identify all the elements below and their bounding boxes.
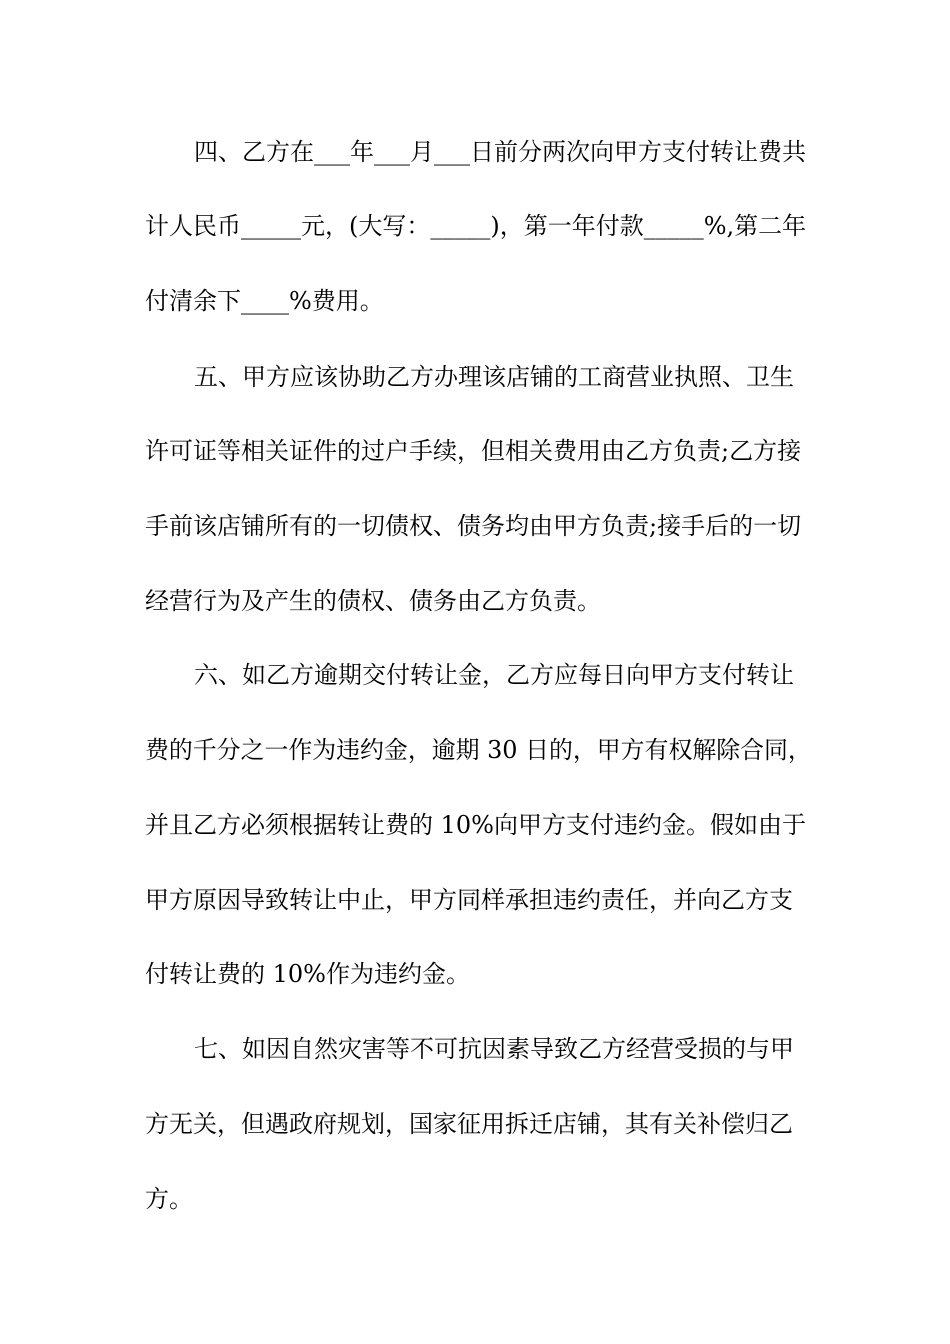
clause-5-line-4: 经营行为及产生的债权、债务由乙方负责。 xyxy=(145,587,601,615)
clause-5-line-2: 许可证等相关证件的过户手续，但相关费用由乙方负责;乙方接 xyxy=(145,437,802,465)
clause-4-line-3: 付清余下____%费用。 xyxy=(145,287,384,315)
clause-4-line-1: 四、乙方在___年___月___日前分两次向甲方支付转让费共 xyxy=(194,138,806,166)
clause-7-line-1: 七、如因自然灾害等不可抗因素导致乙方经营受损的与甲 xyxy=(194,1035,794,1063)
clause-6-line-4: 甲方原因导致转让中止，甲方同样承担违约责任，并向乙方支 xyxy=(145,886,793,914)
clause-6-line-5: 付转让费的 10%作为违约金。 xyxy=(145,960,470,988)
clause-7-line-2: 方无关，但遇政府规划，国家征用拆迁店铺，其有关补偿归乙 xyxy=(145,1110,793,1138)
clause-7-line-3: 方。 xyxy=(145,1185,193,1213)
clause-6-line-3: 并且乙方必须根据转让费的 10%向甲方支付违约金。假如由于 xyxy=(145,811,806,839)
clause-5-line-1: 五、甲方应该协助乙方办理该店铺的工商营业执照、卫生 xyxy=(194,363,794,391)
clause-5-line-3: 手前该店铺所有的一切债权、债务均由甲方负责;接手后的一切 xyxy=(145,512,802,540)
clause-4-line-2: 计人民币_____元，(大写：_____)，第一年付款_____%,第二年 xyxy=(145,212,807,240)
clause-6-line-1: 六、如乙方逾期交付转让金，乙方应每日向甲方支付转让 xyxy=(194,661,794,689)
clause-6-line-2: 费的千分之一作为违约金，逾期 30 日的，甲方有权解除合同， xyxy=(145,736,812,764)
